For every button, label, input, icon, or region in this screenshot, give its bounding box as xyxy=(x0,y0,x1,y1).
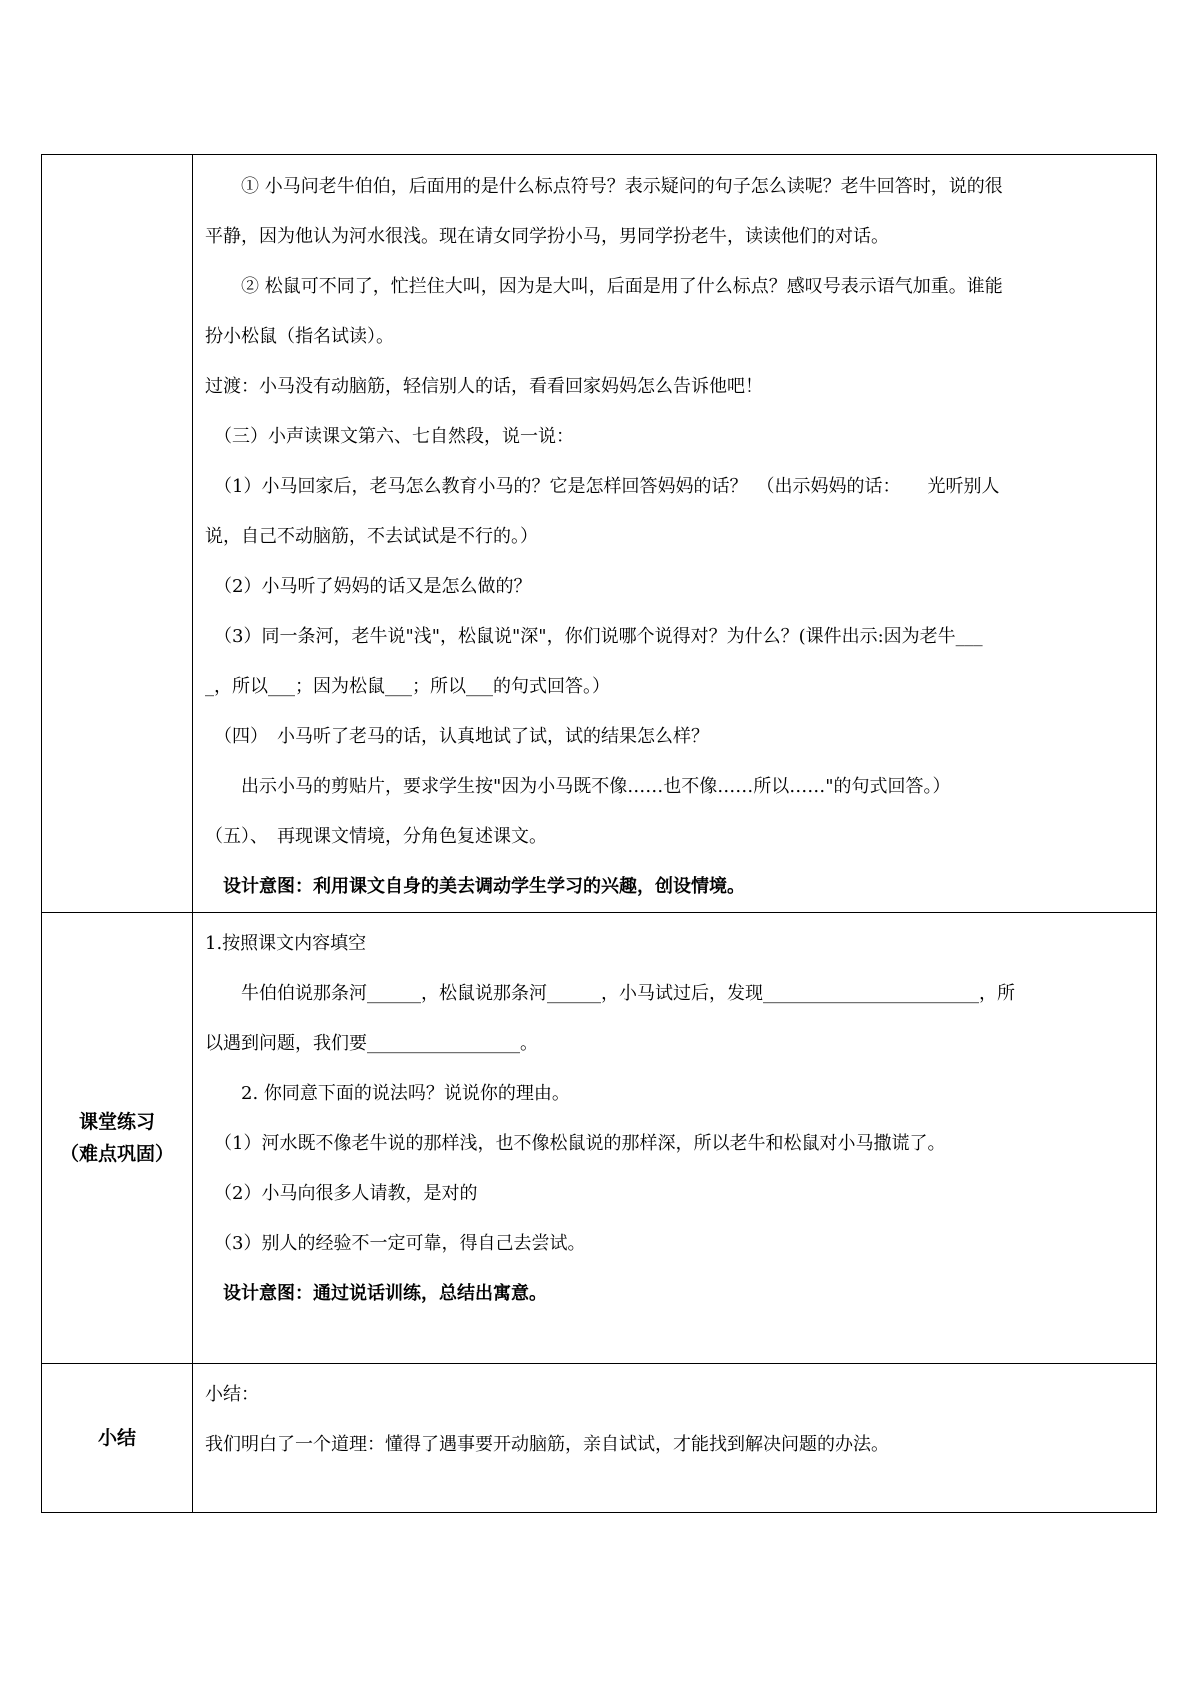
row-label-cell xyxy=(42,155,193,913)
row-label: 课堂练习 xyxy=(78,1111,155,1133)
content-line: 牛伯伯说那条河______，松鼠说那条河______，小马试过后，发现________________________，所 xyxy=(205,983,1015,1004)
lesson-plan-table xyxy=(41,154,1157,1513)
content-line: （3）别人的经验不一定可靠，得自己去尝试。 xyxy=(205,1233,586,1254)
content-line: 以遇到问题，我们要_________________。 xyxy=(205,1033,538,1054)
content-line: 出示小马的剪贴片，要求学生按"因为小马既不像……也不像……所以……"的句式回答。） xyxy=(205,776,951,797)
content-line: （三）小声读课文第六、七自然段，说一说： xyxy=(205,426,574,447)
row-label-cell xyxy=(42,1364,193,1513)
design-intent: 设计意图：利用课文自身的美去调动学生学习的兴趣，创设情境。 xyxy=(205,876,745,897)
content-line: 说，自己不动脑筋，不去试试是不行的。） xyxy=(205,526,538,547)
row-label-cell xyxy=(42,913,193,1364)
content-line: （3）同一条河，老牛说"浅"，松鼠说"深"，你们说哪个说得对？为什么？(课件出示:因为老牛___ xyxy=(205,626,983,647)
content-line: 扮小松鼠（指名试读）。 xyxy=(205,326,394,347)
content-line: （1）河水既不像老牛说的那样浅，也不像松鼠说的那样深，所以老牛和松鼠对小马撒谎了。 xyxy=(205,1133,946,1154)
design-intent: 设计意图：通过说话训练，总结出寓意。 xyxy=(205,1283,547,1304)
content-cell xyxy=(193,1364,1157,1513)
content-line: 平静，因为他认为河水很浅。现在请女同学扮小马，男同学扮老牛，读读他们的对话。 xyxy=(205,226,889,247)
content-line: 小结： xyxy=(205,1384,259,1405)
content-line: ② 松鼠可不同了，忙拦住大叫，因为是大叫，后面是用了什么标点？感叹号表示语气加重。谁能 xyxy=(205,276,1003,297)
content-line: _，所以___；因为松鼠___；所以___的句式回答。） xyxy=(205,676,610,697)
content-line: 1.按照课文内容填空 xyxy=(205,933,367,954)
content-line: （2）小马听了妈妈的话又是怎么做的？ xyxy=(205,576,532,597)
content-line: ① 小马问老牛伯伯，后面用的是什么标点符号？表示疑问的句子怎么读呢？老牛回答时，说的很 xyxy=(205,176,1003,197)
table-row xyxy=(42,913,1157,1364)
content-line: 2. 你同意下面的说法吗？说说你的理由。 xyxy=(205,1083,570,1104)
content-line: （1）小马回家后，老马怎么教育小马的？它是怎样回答妈妈的话？ （出示妈妈的话： 光听别人 xyxy=(205,476,1000,497)
content-cell xyxy=(193,155,1157,913)
content-line: （四） 小马听了老马的话，认真地试了试，试的结果怎么样？ xyxy=(205,726,709,747)
content-cell xyxy=(193,913,1157,1364)
content-line: （五）、 再现课文情境，分角色复述课文。 xyxy=(205,826,547,847)
table-row xyxy=(42,1364,1157,1513)
content-line: （2）小马向很多人请教，是对的 xyxy=(205,1183,478,1204)
content-line: 我们明白了一个道理：懂得了遇事要开动脑筋，亲自试试，才能找到解决问题的办法。 xyxy=(205,1434,889,1455)
row-label: 小结 xyxy=(97,1427,136,1449)
row-label-sub: （难点巩固） xyxy=(59,1143,174,1165)
table-row xyxy=(42,155,1157,913)
content-line: 过渡：小马没有动脑筋，轻信别人的话，看看回家妈妈怎么告诉他吧！ xyxy=(205,376,763,397)
